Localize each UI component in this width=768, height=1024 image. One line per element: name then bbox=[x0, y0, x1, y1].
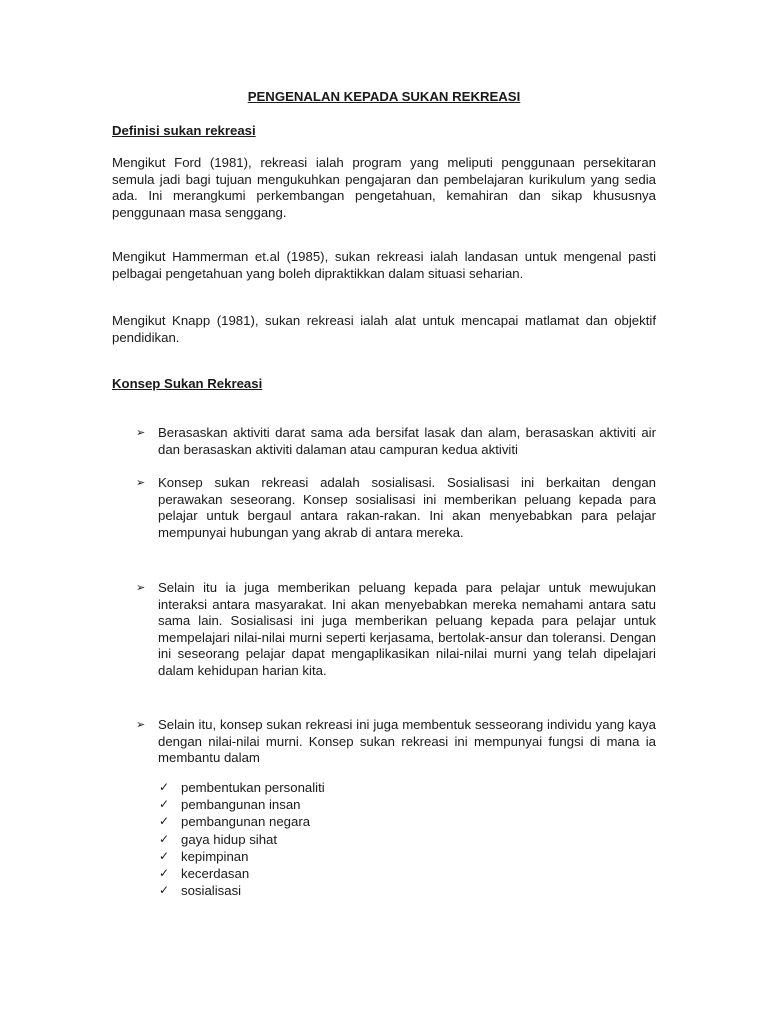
checkmark-icon: ✓ bbox=[159, 797, 170, 812]
bullet-item bbox=[136, 580, 656, 680]
checklist-item-label: sosialisasi bbox=[181, 883, 242, 899]
checkmark-icon: ✓ bbox=[159, 848, 170, 863]
arrow-bullet-icon: ➢ bbox=[136, 582, 146, 594]
checklist-item-label: gaya hidup sihat bbox=[181, 831, 278, 847]
arrow-bullet-icon: ➢ bbox=[136, 427, 146, 439]
checklist-item bbox=[159, 813, 325, 830]
section-heading-konsep: Konsep Sukan Rekreasi bbox=[112, 376, 263, 391]
checkmark-icon: ✓ bbox=[159, 831, 170, 846]
bullet-item bbox=[136, 475, 656, 541]
document-title: PENGENALAN KEPADA SUKAN REKREASI bbox=[247, 89, 521, 104]
arrow-bullet-icon: ➢ bbox=[136, 719, 146, 731]
paragraph-ford: Mengikut Ford (1981), rekreasi ialah program yang meliputi penggunaan persekitaran semula jadi bagi tujuan mengukuhkan pengajaran dan pembelajaran kurikulum yang sedia ada. Ini merangkumi perkembangan pengetahuan, kemahiran dan sikap khususnya penggunaan masa senggang. bbox=[112, 155, 656, 220]
checkmark-icon: ✓ bbox=[159, 865, 170, 880]
bullet-item bbox=[136, 425, 656, 458]
function-checklist bbox=[159, 779, 325, 899]
bullet-text: Konsep sukan rekreasi adalah sosialisasi. Sosialisasi ini berkaitan dengan perawakan seseorang. Konsep sosialisasi ini memberikan peluang kepada para pelajar untuk bergaul antara rakan-rakan. Ini akan menyebabkan para pelajar mempunyai hubungan yang akrab di antara mereka. bbox=[158, 475, 656, 540]
checklist-item-label: pembentukan personaliti bbox=[181, 780, 325, 795]
paragraph-knapp: Mengikut Knapp (1981), sukan rekreasi ialah alat untuk mencapai matlamat dan objektif pendidikan. bbox=[112, 313, 656, 345]
bullet-item bbox=[136, 717, 656, 767]
checkmark-icon: ✓ bbox=[159, 814, 170, 829]
checklist-item-label: pembangunan insan bbox=[181, 797, 301, 813]
checklist-item bbox=[159, 882, 325, 899]
checklist-item-label: pembangunan negara bbox=[181, 814, 311, 830]
bullet-text: Selain itu ia juga memberikan peluang kepada para pelajar untuk mewujukan interaksi antara masyarakat. Ini akan menyebabkan mereka nemahami antara satu sama lain. Sosialisasi ini juga memberikan peluang kepada para pelajar untuk mempelajari nilai-nilai murni seperti kerjasama, bertolak-ansur dan toleransi. Dengan ini seseorang pelajar dapat mengaplikasikan nilai-nilai murni yang telah dipelajari dalam kehidupan harian kita. bbox=[158, 580, 656, 678]
paragraph-hammerman: Mengikut Hammerman et.al (1985), sukan rekreasi ialah landasan untuk mengenal pasti pelbagai pengetahuan yang boleh dipraktikkan dalam situasi seharian. bbox=[112, 249, 656, 281]
checklist-item bbox=[159, 779, 325, 796]
checklist-item bbox=[159, 831, 325, 848]
arrow-bullet-icon: ➢ bbox=[136, 477, 146, 489]
section-heading-definisi: Definisi sukan rekreasi bbox=[112, 123, 256, 138]
checklist-item-label: kepimpinan bbox=[181, 848, 249, 864]
checklist-item-label: kecerdasan bbox=[181, 865, 250, 881]
bullet-text: Berasaskan aktiviti darat sama ada bersifat lasak dan alam, berasaskan aktiviti air dan berasaskan aktiviti dalaman atau campuran kedua aktiviti bbox=[158, 425, 656, 457]
checklist-item bbox=[159, 848, 325, 865]
checkmark-icon: ✓ bbox=[159, 780, 170, 794]
checklist-item bbox=[159, 796, 325, 813]
bullet-text: Selain itu, konsep sukan rekreasi ini juga membentuk sesseorang individu yang kaya dengan nilai-nilai murni. Konsep sukan rekreasi ini mempunyai fungsi di mana ia membantu dalam bbox=[158, 717, 656, 766]
checkmark-icon: ✓ bbox=[159, 883, 170, 898]
checklist-item bbox=[159, 865, 325, 882]
